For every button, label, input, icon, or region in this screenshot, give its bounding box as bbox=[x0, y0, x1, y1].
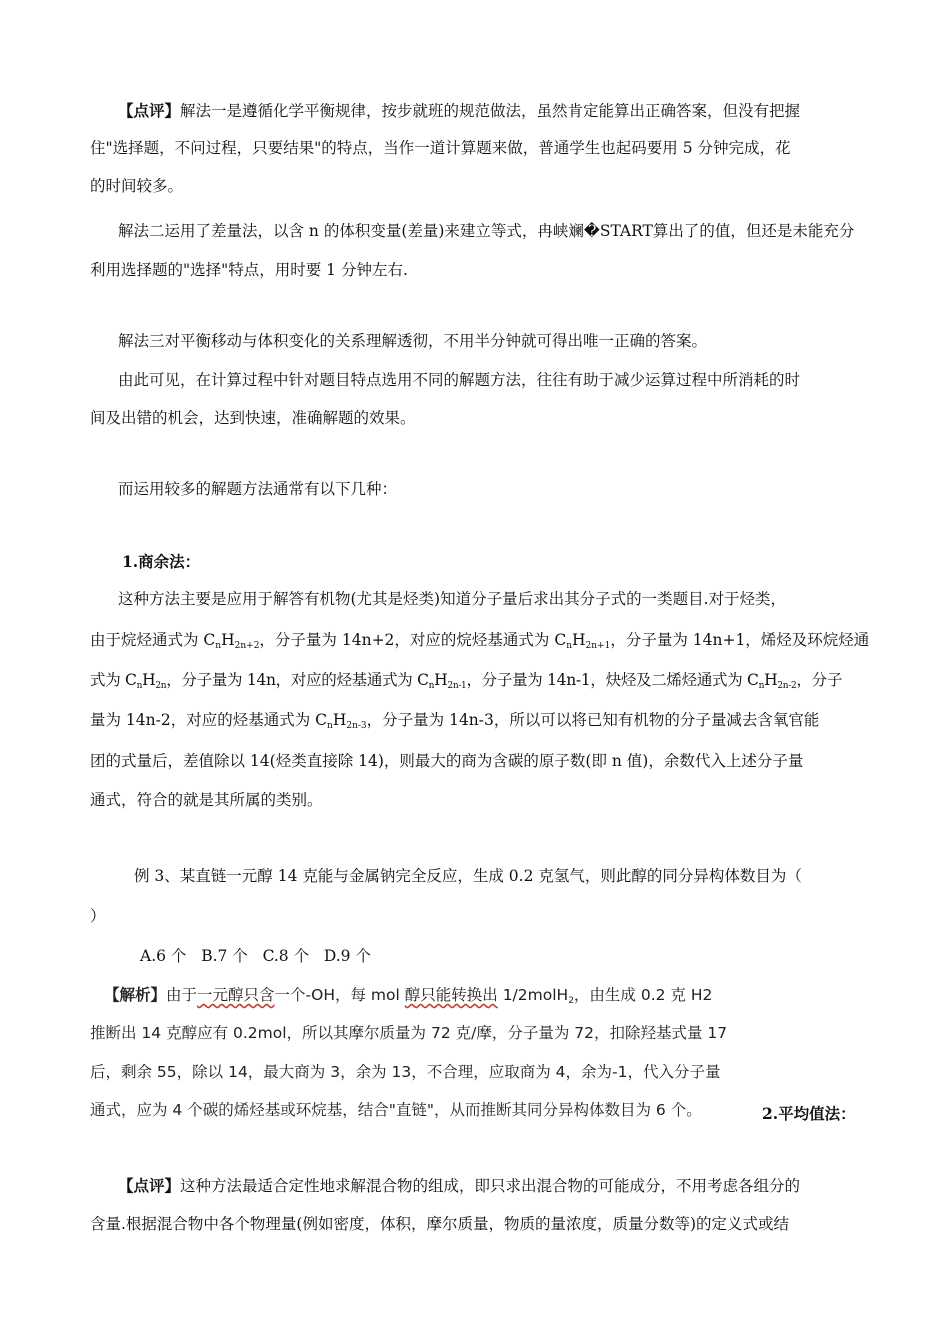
text: 这种方法最适合定性地求解混合物的组成，即只求出混合物的可能成分，不用考虑各组分的 bbox=[180, 1177, 801, 1195]
para-quotient-line-6: 通式，符合的就是其所属的类别。 bbox=[90, 791, 323, 809]
example-options: A.6 个 B.7 个 C.8 个 D.9 个 bbox=[140, 947, 371, 965]
text: H bbox=[142, 671, 156, 689]
text: 由于烷烃通式为 C bbox=[90, 631, 216, 649]
text: +2，对应的烷烃基通式为 C bbox=[371, 631, 567, 649]
para-average-line-2: 含量.根据混合物中各个物理量(例如密度，体积，摩尔质量，物质的量浓度，质量分数等)的定义式或结 bbox=[90, 1215, 790, 1233]
subscript: n bbox=[566, 641, 572, 651]
text: 量为 14n-2，对应的烃基通式为 C bbox=[90, 711, 328, 729]
text: H bbox=[332, 711, 347, 729]
analysis-line-2: 推断出 14 克醇应有 0.2mol，所以其摩尔质量为 72 克/摩，分子量为 72，扣除羟基式量 17 bbox=[90, 1024, 728, 1042]
para-conclusion-line-1: 由此可见，在计算过程中针对题目特点选用不同的解题方法，往往有助于减少运算过程中所消耗的时 bbox=[118, 371, 801, 389]
para-average-line-1 bbox=[118, 1176, 898, 1196]
para-quotient-line-4 bbox=[90, 710, 870, 730]
subscript: n bbox=[758, 681, 765, 691]
example-question-line-2: ） bbox=[90, 907, 106, 925]
text: 由于 bbox=[166, 986, 198, 1004]
analysis-line-4: 通式，应为 4 个碳的烯烃基或环烷基，结合"直链"，从而推断其同分异构体数目为 6 个。 bbox=[90, 1101, 702, 1119]
text: 一元醇只含 bbox=[197, 986, 275, 1004]
text: ，分子 bbox=[796, 671, 843, 689]
para-quotient-line-2 bbox=[90, 630, 870, 650]
subscript: n bbox=[428, 681, 435, 691]
para-review-line-3: 的时间较多。 bbox=[90, 177, 184, 195]
para-method2-line-2: 利用选择题的"选择"特点，用时要 1 分钟左右. bbox=[90, 261, 408, 279]
analysis-line-3: 后，剩余 55，除以 14，最大商为 3，余为 13，不合理，应取商为 4，余为-1，代入分子量 bbox=[90, 1063, 721, 1081]
para-conclusion-line-2: 间及出错的机会，达到快速，准确解题的效果。 bbox=[90, 409, 416, 427]
text: ，分子量为 14n-3，所以可以将已知有机物的分子量减去含氧官能 bbox=[366, 711, 820, 729]
section-title-quotient: 1.商余法： bbox=[122, 552, 201, 571]
para-quotient-line-1: 这种方法主要是应用于解答有机物(尤其是烃类)知道分子量后求出其分子式的一类题目.对于烃类， bbox=[118, 590, 787, 608]
para-review-line-2: 住"选择题，不问过程，只要结果"的特点，当作一道计算题来做，普通学生也起码要用 5 分钟完成，花 bbox=[90, 139, 791, 157]
para-method2-line-1: 解法二运用了差量法，以含 n 的体积变量(差量)来建立等式，冉峡斓�START算出了的值，但还是未能充分 bbox=[118, 222, 855, 240]
subscript: 2n-1 bbox=[447, 681, 467, 691]
para-review-line-1 bbox=[118, 101, 898, 121]
text: ，分子量为 14n，对应的烃基通式为 C bbox=[166, 671, 429, 689]
subscript: 2n bbox=[155, 681, 167, 691]
subscript: n bbox=[215, 641, 222, 651]
text: 一个-OH，每 mol bbox=[274, 986, 405, 1004]
text: 醇只能转换出 bbox=[404, 986, 498, 1004]
para-quotient-line-3 bbox=[90, 670, 870, 690]
subscript: 2n-3 bbox=[346, 721, 367, 731]
review-label: 【点评】 bbox=[118, 101, 181, 120]
text: H bbox=[572, 631, 586, 649]
review-label: 【点评】 bbox=[118, 1176, 181, 1195]
text: 解法一是遵循化学平衡规律，按步就班的规范做法，虽然肯定能算出正确答案，但没有把握 bbox=[180, 102, 801, 120]
subscript: 2n+1 bbox=[585, 641, 611, 651]
analysis-line-1 bbox=[104, 985, 884, 1005]
text: ，分子量为 14n bbox=[259, 631, 372, 649]
text: ，分子量为 14n-1，炔烃及二烯烃通式为 C bbox=[466, 671, 759, 689]
text: ，由生成 0.2 克 H2 bbox=[573, 986, 713, 1004]
subscript: 2 bbox=[568, 996, 574, 1006]
subscript: n bbox=[327, 721, 333, 731]
text: H bbox=[221, 631, 235, 649]
section-title-average: 2.平均值法： bbox=[762, 1104, 856, 1123]
para-method3-line-1: 解法三对平衡移动与体积变化的关系理解透彻，不用半分钟就可得出唯一正确的答案。 bbox=[118, 332, 708, 350]
text: 式为 C bbox=[90, 671, 137, 689]
text: H bbox=[434, 671, 448, 689]
analysis-label: 【解析】 bbox=[104, 986, 167, 1004]
example-question-line-1: 例 3、某直链一元醇 14 克能与金属钠完全反应，生成 0.2 克氢气，则此醇的同分异构体数目为（ bbox=[134, 867, 802, 885]
subscript: 2n-2 bbox=[777, 681, 797, 691]
text: 1/2molH bbox=[497, 986, 569, 1004]
text: ，分子量为 14n+1，烯烃及环烷烃通 bbox=[610, 631, 870, 649]
subscript: 2n+2 bbox=[234, 641, 260, 651]
para-quotient-line-5: 团的式量后，差值除以 14(烃类直接除 14)，则最大的商为含碳的原子数(即 n 值)，余数代入上述分子量 bbox=[90, 752, 804, 770]
text: H bbox=[764, 671, 778, 689]
para-methods-intro: 而运用较多的解题方法通常有以下几种： bbox=[118, 480, 398, 498]
subscript: n bbox=[136, 681, 143, 691]
